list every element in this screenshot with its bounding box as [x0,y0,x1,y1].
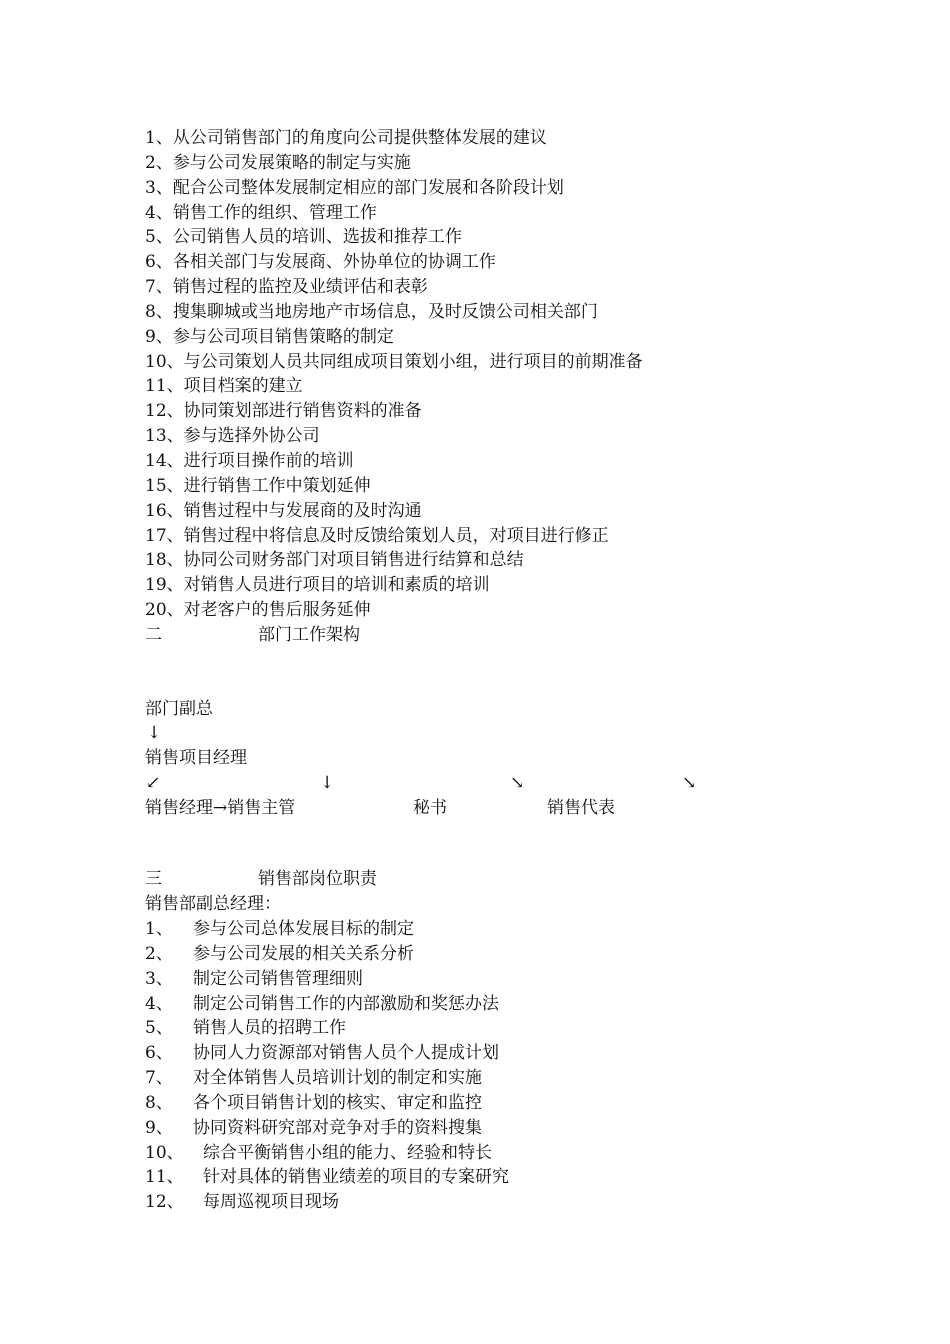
item-number: 13、 [145,426,184,447]
list-item [145,1141,509,1166]
item-number: 14、 [145,450,184,471]
arrow-right-icon: → [213,798,228,818]
item-text: 参与公司发展的相关关系分析 [193,943,414,964]
item-text: 每周巡视项目现场 [203,1192,339,1213]
item-text: 针对具体的销售业绩差的项目的专案研究 [203,1167,509,1188]
list-item [145,548,643,573]
section-title: 部门工作架构 [258,625,360,645]
item-number: 2、 [145,152,173,173]
section-number: 三 [145,869,162,889]
item-text: 搜集聊城或当地房地产市场信息，及时反馈公司相关部门 [172,301,598,322]
item-number: 3、 [145,968,173,989]
subsection-title: 销售部副总经理： [145,893,281,914]
list-item [145,992,509,1017]
list-item [145,1190,509,1215]
list-item [145,1116,509,1141]
item-text: 进行项目操作前的培训 [183,450,354,471]
item-text: 进行销售工作中策划延伸 [183,475,371,496]
item-text: 参与公司总体发展目标的制定 [193,919,414,939]
item-number: 10、 [145,351,184,372]
item-text: 各相关部门与发展商、外协单位的协调工作 [172,252,496,273]
section-number: 二 [145,625,162,645]
list-item [145,374,643,399]
list-item [145,474,643,499]
item-text: 项目档案的建立 [183,376,303,397]
item-text: 协同资料研究部对竞争对手的资料搜集 [193,1117,482,1138]
item-text: 销售人员的招聘工作 [193,1018,346,1039]
org-node-sales-project-manager: 销售项目经理 [145,748,247,768]
item-number: 12、 [145,401,184,422]
org-node-sales-manager: 销售经理 [145,798,213,818]
item-text: 从公司销售部门的角度向公司提供整体发展的建议 [172,128,547,148]
list-item [145,424,643,449]
org-node-vice-general-manager: 部门副总 [145,699,213,719]
arrow-down-right-icon: ↘ [510,773,525,793]
item-number: 1、 [145,919,173,939]
list-item [145,250,643,275]
item-text: 参与选择外协公司 [183,426,320,447]
item-number: 12、 [145,1192,184,1213]
item-text: 公司销售人员的培训、选拔和推荐工作 [172,227,462,248]
item-number: 1、 [145,128,173,148]
item-number: 3、 [145,177,173,198]
list-item [145,917,509,942]
item-number: 15、 [145,475,184,496]
item-number: 19、 [145,575,184,596]
list-item [145,1041,509,1066]
item-number: 8、 [145,1092,173,1113]
item-number: 11、 [145,376,184,397]
list-item [145,1016,509,1041]
list-item [145,275,643,300]
list-item [145,1165,509,1190]
list-item [145,598,643,623]
item-number: 10、 [145,1142,184,1163]
item-text: 对老客户的售后服务延伸 [183,600,371,621]
item-text: 配合公司整体发展制定相应的部门发展和各阶段计划 [172,177,564,198]
org-node-sales-representative: 销售代表 [547,798,615,818]
list-item [145,176,643,201]
list-item [145,325,643,350]
arrow-down-left-icon: ↙ [146,773,161,793]
list-item [145,449,643,474]
item-text: 制定公司销售管理细则 [193,968,363,989]
item-number: 9、 [145,326,173,347]
list-item [145,300,643,325]
item-text: 销售过程中将信息及时反馈给策划人员，对项目进行修正 [183,525,609,546]
item-text: 参与公司发展策略的制定与实施 [172,152,411,173]
list-item [145,573,643,598]
item-text: 参与公司项目销售策略的制定 [172,326,394,347]
list-item [145,225,643,250]
item-number: 17、 [145,525,184,546]
item-text: 协同公司财务部门对项目销售进行结算和总结 [183,550,524,571]
item-number: 7、 [145,277,173,298]
item-text: 对全体销售人员培训计划的制定和实施 [193,1068,482,1089]
list-item [145,201,643,226]
item-text: 协同人力资源部对销售人员个人提成计划 [193,1043,499,1064]
list-item [145,151,643,176]
item-text: 销售过程的监控及业绩评估和表彰 [172,277,428,298]
section-title: 销售部岗位职责 [258,869,377,889]
arrow-down-icon: ↓ [320,773,335,793]
item-number: 6、 [145,1043,173,1064]
list-item [145,126,643,151]
item-text: 协同策划部进行销售资料的准备 [183,401,422,422]
item-number: 2、 [145,943,173,964]
list-item [145,1091,509,1116]
org-bottom-row [145,796,295,820]
item-number: 20、 [145,600,184,621]
list-item [145,942,509,967]
list-item [145,350,643,375]
item-number: 4、 [145,202,173,223]
list-item [145,399,643,424]
item-text: 制定公司销售工作的内部激励和奖惩办法 [193,993,499,1014]
vice-general-manager-duties-list [145,917,509,1215]
item-number: 9、 [145,1117,173,1138]
item-number: 6、 [145,252,173,273]
item-text: 对销售人员进行项目的培训和素质的培训 [183,575,490,596]
item-text: 综合平衡销售小组的能力、经验和特长 [203,1142,492,1163]
list-item [145,967,509,992]
section-heading-duties [145,867,377,917]
arrow-down-icon: ↓ [147,723,162,743]
item-number: 16、 [145,500,184,521]
org-node-secretary: 秘书 [413,798,447,818]
department-responsibilities-list [145,126,643,623]
item-text: 销售工作的组织、管理工作 [172,202,377,223]
list-item [145,524,643,549]
item-number: 5、 [145,227,173,248]
item-text: 各个项目销售计划的核实、审定和监控 [193,1092,482,1113]
item-number: 8、 [145,301,173,322]
list-item [145,1066,509,1091]
section-heading-structure [145,623,360,648]
item-text: 销售过程中与发展商的及时沟通 [183,500,422,521]
item-number: 18、 [145,550,184,571]
item-number: 4、 [145,993,173,1014]
org-node-sales-supervisor: 销售主管 [227,798,296,818]
item-text: 与公司策划人员共同组成项目策划小组，进行项目的前期准备 [183,351,643,372]
list-item [145,499,643,524]
arrow-down-right-icon: ↘ [682,773,697,793]
item-number: 5、 [145,1018,173,1039]
item-number: 7、 [145,1068,173,1089]
item-number: 11、 [145,1167,184,1188]
